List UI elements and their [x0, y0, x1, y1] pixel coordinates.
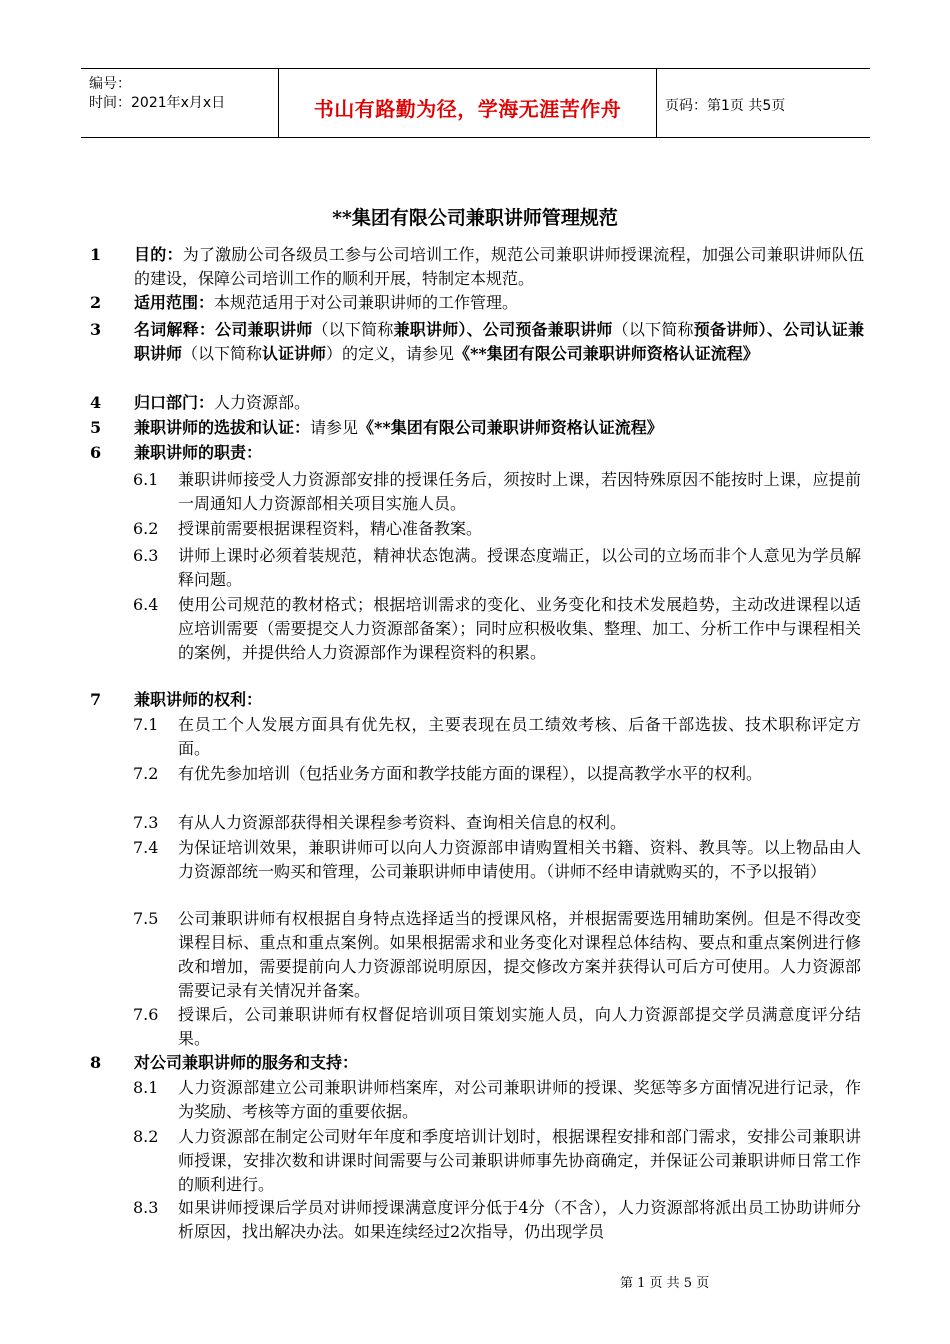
item-text: 授课前需要根据课程资料，精心准备教案。 [178, 519, 483, 538]
term-note: （以下简称 [612, 320, 694, 339]
section-number: 5 [90, 418, 102, 437]
section-head: 名词解释： [134, 320, 216, 339]
term: 公司兼职讲师 [215, 320, 313, 339]
term: 认证讲师 [262, 344, 327, 363]
term-note: （以下简称 [312, 320, 394, 339]
section-number: 2 [90, 293, 102, 312]
item-number: 6.4 [133, 595, 159, 614]
section-duties-head: 兼职讲师的职责： [134, 443, 263, 462]
item-text: 授课后，公司兼职讲师有权督促培训项目策划实施人员，向人力资源部提交学员满意度评分结果。 [178, 1005, 861, 1048]
header-motto-cell [279, 69, 657, 137]
section-number: 1 [90, 245, 102, 264]
term: 兼职讲师 [393, 320, 459, 339]
item-number: 7.1 [133, 715, 159, 734]
section-number: 8 [90, 1053, 102, 1072]
section-department [134, 391, 864, 415]
term-note: ）的定义，请参见 [326, 344, 455, 363]
section-selection [134, 416, 864, 440]
item-number: 8.3 [133, 1198, 159, 1217]
section-rights-head: 兼职讲师的权利： [134, 690, 263, 709]
section-definitions [134, 318, 864, 366]
header-table [81, 68, 870, 138]
item-text: 讲师上课时必须着装规范，精神状态饱满。授课态度端正，以公司的立场而非个人意见为学员解释问题。 [178, 546, 861, 589]
item-text: 使用公司规范的教材格式；根据培训需求的变化、业务变化和技术发展趋势，主动改进课程以适应培训需要（需要提交人力资源部备案）；同时应积极收集、整理、加工、分析工作中与课程相关的案例，并提供给人力资源部作为课程资料的积累。 [178, 595, 861, 662]
section-head: 目的： [134, 245, 183, 264]
serial-label: 编号： [89, 76, 131, 92]
term-sep: ）、 [758, 320, 784, 339]
item-text: 如果讲师授课后学员对讲师授课满意度评分低于4分（不含），人力资源部将派出员工协助讲师分析原因，找出解决办法。如果连续经过2次指导，仍出现学员 [178, 1198, 861, 1241]
section-number: 6 [90, 443, 102, 462]
header-info-cell [81, 69, 279, 137]
term: 公司预备兼职讲师 [482, 320, 613, 339]
section-text: 人力资源部。 [214, 393, 311, 412]
section-text: 为了激励公司各级员工参与公司培训工作，规范公司兼职讲师授课流程，加强公司兼职讲师队伍的建设，保障公司培训工作的顺利开展，特制定本规范。 [134, 245, 864, 288]
reference: 《**集团有限公司兼职讲师资格认证流程》 [358, 418, 663, 437]
item-number: 7.6 [133, 1005, 159, 1024]
item-number: 7.3 [133, 813, 159, 832]
reference: 《**集团有限公司兼职讲师资格认证流程》 [454, 344, 759, 363]
section-text: 请参见 [310, 418, 359, 437]
section-text: 本规范适用于对公司兼职讲师的工作管理。 [214, 293, 519, 312]
section-number: 7 [90, 690, 102, 709]
term: 公司认证兼职讲师 [134, 320, 864, 363]
page-footer: 第 1 页 共 5 页 [620, 1276, 710, 1291]
item-text: 有优先参加培训（包括业务方面和教学技能方面的课程），以提高教学水平的权利。 [178, 764, 763, 783]
document-title: **集团有限公司兼职讲师管理规范 [332, 207, 618, 229]
section-support-head: 对公司兼职讲师的服务和支持： [134, 1053, 359, 1072]
item-text: 公司兼职讲师有权根据自身特点选择适当的授课风格，并根据需要选用辅助案例。但是不得改变课程目标、重点和重点案例。如果根据需求和业务变化对课程总体结构、要点和重点案例进行修改和增加，需要提前向人力资源部说明原因，提交修改方案并获得认可后方可使用。人力资源部需要记录有关情况并备案。 [178, 909, 861, 1000]
time-label: 时间：2021年x月x日 [89, 95, 226, 111]
item-number: 6.3 [133, 546, 159, 565]
term-note: （以下简称 [182, 344, 263, 363]
item-text: 人力资源部在制定公司财年年度和季度培训计划时，根据课程安排和部门需求，安排公司兼职讲师授课，安排次数和讲课时间需要与公司兼职讲师事先协商确定，并保证公司兼职讲师日常工作的顺利进行。 [178, 1127, 861, 1194]
term-sep: ）、 [458, 320, 483, 339]
item-number: 7.5 [133, 909, 159, 928]
item-text: 在员工个人发展方面具有优先权，主要表现在员工绩效考核、后备干部选拔、技术职称评定方面。 [178, 715, 861, 758]
section-head: 归口部门： [134, 393, 215, 412]
item-text: 有从人力资源部获得相关课程参考资料、查询相关信息的权利。 [178, 813, 627, 832]
item-number: 8.1 [133, 1078, 159, 1097]
item-text: 人力资源部建立公司兼职讲师档案库，对公司兼职讲师的授课、奖惩等多方面情况进行记录，作为奖励、考核等方面的重要依据。 [178, 1078, 861, 1121]
item-number: 6.1 [133, 470, 159, 489]
item-number: 6.2 [133, 519, 159, 538]
section-head: 适用范围： [134, 293, 215, 312]
section-head: 兼职讲师的选拔和认证： [134, 418, 311, 437]
section-purpose [134, 243, 864, 291]
section-number: 3 [90, 320, 102, 339]
item-text: 兼职讲师接受人力资源部安排的授课任务后，须按时上课，若因特殊原因不能按时上课，应提前一周通知人力资源部相关项目实施人员。 [178, 470, 861, 513]
motto-text: 书山有路勤为径，学海无涯苦作舟 [313, 97, 622, 121]
term: 预备讲师 [693, 320, 759, 339]
section-number: 4 [90, 393, 102, 412]
item-number: 7.4 [133, 838, 159, 857]
section-scope [134, 291, 864, 315]
item-number: 7.2 [133, 764, 159, 783]
page-info: 页码：第1页 共5页 [665, 98, 786, 114]
header-page-cell [657, 69, 870, 137]
item-text: 为保证培训效果，兼职讲师可以向人力资源部申请购置相关书籍、资料、教具等。以上物品由人力资源部统一购买和管理，公司兼职讲师申请使用。（讲师不经申请就购买的，不予以报销） [178, 838, 861, 881]
item-number: 8.2 [133, 1127, 159, 1146]
